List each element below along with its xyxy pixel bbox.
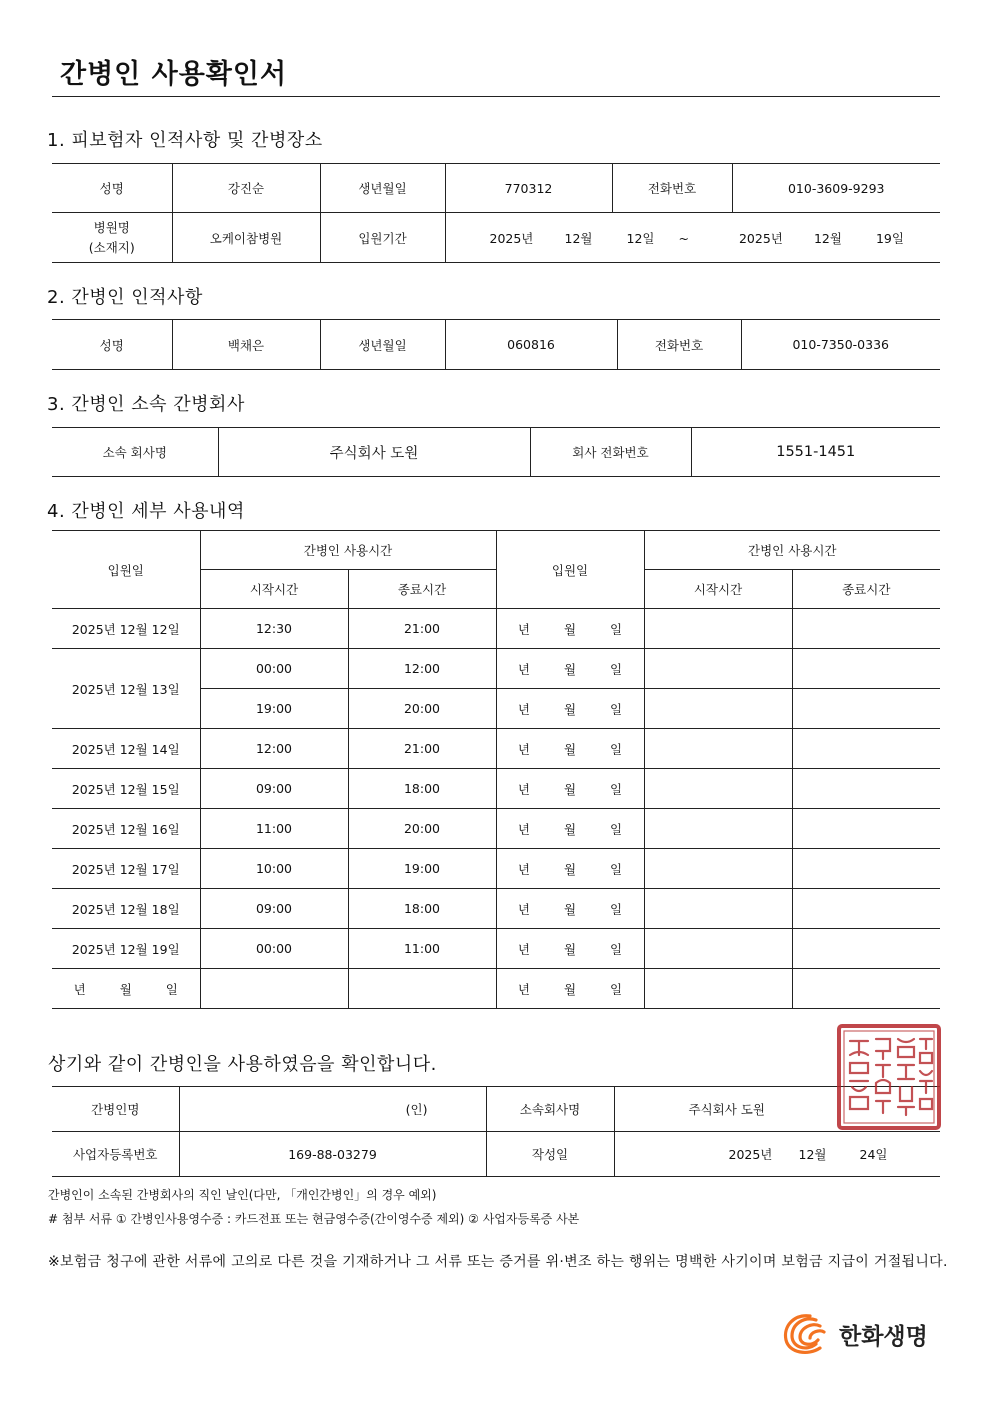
insured-birth-label: 생년월일: [320, 164, 445, 213]
usage-end-time-right-blank: [792, 929, 940, 969]
usage-date-right-blank-m: 월: [563, 941, 577, 957]
confirmation-table: [52, 1086, 940, 1177]
hospital-label-line1: 병원명: [93, 219, 130, 235]
usage-start-time: 12:00: [200, 729, 348, 769]
usage-end-time-blank: [348, 969, 496, 1009]
usage-date-right-blank-m: 월: [563, 861, 577, 877]
usage-end-time: 12:00: [348, 649, 496, 689]
usage-start-time-right-blank: [644, 929, 792, 969]
usage-header-end-left: 종료시간: [348, 570, 496, 609]
usage-date: 2025년 12월 14일: [52, 729, 200, 769]
usage-end-time: 20:00: [348, 689, 496, 729]
admission-period: [445, 213, 940, 263]
written-date: [614, 1132, 940, 1177]
usage-date-right-blank-y: 년: [517, 981, 530, 997]
usage-header-date-left: 입원일: [52, 531, 200, 609]
usage-date-right-blank-y: 년: [517, 821, 530, 837]
usage-start-time: 09:00: [200, 769, 348, 809]
hospital-label: [52, 213, 172, 263]
usage-date: 2025년 12월 18일: [52, 889, 200, 929]
usage-date: 2025년 12월 13일: [52, 649, 200, 729]
insured-name-label: 성명: [52, 164, 172, 213]
usage-date-right-blank-y: 년: [517, 701, 530, 717]
usage-start-time: 09:00: [200, 889, 348, 929]
period-from-day: 12일: [626, 230, 655, 246]
usage-date-right-blank: [496, 649, 644, 689]
usage-header-start-right: 시작시간: [644, 570, 792, 609]
affiliated-company-label: 소속회사명: [486, 1087, 614, 1132]
usage-date: 2025년 12월 15일: [52, 769, 200, 809]
usage-date-right-blank-d: 일: [610, 741, 623, 757]
title-divider: [52, 96, 940, 97]
period-from-month: 12월: [564, 230, 593, 246]
usage-date-right-blank-d: 일: [610, 981, 623, 997]
usage-date-right-blank-d: 일: [610, 861, 623, 877]
usage-date-right-blank-m: 월: [563, 901, 577, 917]
business-reg-label: 사업자등록번호: [52, 1132, 179, 1177]
insured-phone-label: 전화번호: [612, 164, 732, 213]
usage-date: 2025년 12월 16일: [52, 809, 200, 849]
usage-start-time-right-blank: [644, 609, 792, 649]
usage-end-time: 19:00: [348, 849, 496, 889]
usage-row: [52, 609, 940, 649]
usage-end-time-right-blank: [792, 849, 940, 889]
usage-date-right-blank-d: 일: [610, 901, 623, 917]
company-table: [52, 427, 940, 477]
usage-table: [52, 530, 940, 1009]
usage-date-right-blank: [496, 729, 644, 769]
insured-table: [52, 163, 940, 263]
usage-date-right-blank-y: 년: [517, 901, 530, 917]
usage-date-blank: [52, 969, 200, 1009]
usage-end-time-right-blank: [792, 689, 940, 729]
usage-end-time-right-blank: [792, 769, 940, 809]
usage-row: [52, 769, 940, 809]
usage-end-time: 18:00: [348, 889, 496, 929]
usage-end-time: 20:00: [348, 809, 496, 849]
usage-header-time-right: 간병인 사용시간: [644, 531, 940, 570]
usage-row: [52, 849, 940, 889]
period-to-day: 19일: [875, 230, 904, 246]
caregiver-birth-label: 생년월일: [320, 320, 445, 370]
attachment-note: # 첨부 서류 ① 간병인사용영수증 : 카드전표 또는 현금영수증(간이영수증 제외) ② 사업자등록증 사본: [48, 1212, 580, 1226]
period-from-year: 2025년: [489, 230, 534, 246]
usage-start-time-right-blank: [644, 889, 792, 929]
usage-end-time-right-blank: [792, 609, 940, 649]
section-4-heading: 4. 간병인 세부 사용내역: [47, 501, 245, 522]
usage-start-time-right-blank: [644, 689, 792, 729]
usage-end-time: 21:00: [348, 729, 496, 769]
company-phone-label: 회사 전화번호: [530, 428, 691, 477]
usage-date: 2025년 12월 12일: [52, 609, 200, 649]
usage-date-right-blank-m: 월: [563, 741, 577, 757]
usage-row: [52, 929, 940, 969]
hospital-label-line2: (소재지): [88, 239, 135, 255]
usage-date-right-blank-m: 월: [563, 981, 577, 997]
usage-end-time: 18:00: [348, 769, 496, 809]
business-reg-number: 169-88-03279: [179, 1132, 486, 1177]
usage-start-time: 10:00: [200, 849, 348, 889]
usage-start-time-blank: [200, 969, 348, 1009]
usage-date-right-blank-d: 일: [610, 941, 623, 957]
usage-date-blank-y: 년: [73, 981, 86, 997]
usage-end-time-right-blank: [792, 809, 940, 849]
section-1-heading: 1. 피보험자 인적사항 및 간병장소: [47, 130, 323, 151]
usage-end-time: 21:00: [348, 609, 496, 649]
company-name-label: 소속 회사명: [52, 428, 218, 477]
seal-note: 간병인이 소속된 간병회사의 직인 날인(다만, 「개인간병인」의 경우 예외): [48, 1188, 437, 1202]
usage-date-right-blank-d: 일: [610, 781, 623, 797]
usage-date-blank-m: 월: [119, 981, 132, 997]
usage-date-right-blank: [496, 849, 644, 889]
period-to-month: 12월: [813, 230, 842, 246]
usage-start-time-right-blank: [644, 649, 792, 689]
usage-row: [52, 969, 940, 1009]
hospital-name: 오케이참병원: [172, 213, 320, 263]
usage-start-time: 12:30: [200, 609, 348, 649]
affiliated-company-name: 주식회사 도원: [614, 1087, 940, 1132]
document-title: 간병인 사용확인서: [60, 59, 288, 90]
usage-date-right-blank-y: 년: [517, 941, 530, 957]
caregiver-phone: 010-7350-0336: [741, 320, 940, 370]
caregiver-name-label: 성명: [52, 320, 172, 370]
usage-date-right-blank-d: 일: [610, 661, 623, 677]
usage-date-right-blank: [496, 689, 644, 729]
usage-date-right-blank: [496, 969, 644, 1009]
usage-start-time-right-blank: [644, 969, 792, 1009]
usage-header-end-right: 종료시간: [792, 570, 940, 609]
usage-date-right-blank-d: 일: [610, 701, 623, 717]
usage-header-date-right: 입원일: [496, 531, 644, 609]
period-to-year: 2025년: [738, 230, 783, 246]
usage-date-right-blank-d: 일: [610, 821, 623, 837]
usage-start-time-right-blank: [644, 729, 792, 769]
confirmation-statement: 상기와 같이 간병인을 사용하였음을 확인합니다.: [48, 1054, 437, 1075]
usage-end-time: 11:00: [348, 929, 496, 969]
insured-name: 강진순: [172, 164, 320, 213]
usage-end-time-right-blank: [792, 969, 940, 1009]
usage-date-right-blank-y: 년: [517, 741, 530, 757]
usage-end-time-right-blank: [792, 729, 940, 769]
usage-date-right-blank-y: 년: [517, 861, 530, 877]
usage-date-right-blank-m: 월: [563, 661, 577, 677]
written-date-year: 2025년: [728, 1147, 773, 1162]
caregiver-phone-label: 전화번호: [617, 320, 741, 370]
usage-start-time: 00:00: [200, 929, 348, 969]
insured-birth: 770312: [445, 164, 612, 213]
caregiver-signature-label: 간병인명: [52, 1087, 179, 1132]
caregiver-seal-mark: (인): [179, 1087, 486, 1132]
usage-header-time-left: 간병인 사용시간: [200, 531, 496, 570]
usage-row: [52, 649, 940, 689]
usage-header-start-left: 시작시간: [200, 570, 348, 609]
caregiver-table: [52, 319, 940, 370]
company-phone: 1551-1451: [691, 428, 940, 477]
period-separator: ~: [678, 230, 689, 246]
company-name: 주식회사 도원: [218, 428, 530, 477]
usage-row: [52, 889, 940, 929]
usage-date-right-blank-m: 월: [563, 701, 577, 717]
usage-date: 2025년 12월 19일: [52, 929, 200, 969]
usage-start-time-right-blank: [644, 769, 792, 809]
usage-date-right-blank: [496, 889, 644, 929]
written-date-day: 24일: [859, 1147, 888, 1162]
usage-date-right-blank-y: 년: [517, 661, 530, 677]
usage-date-right-blank: [496, 809, 644, 849]
usage-start-time: 00:00: [200, 649, 348, 689]
usage-start-time-right-blank: [644, 809, 792, 849]
fraud-warning: ※보험금 청구에 관한 서류에 고의로 다른 것을 기재하거나 그 서류 또는 증거를 위·변조 하는 행위는 명백한 사기이며 보험금 지급이 거절됩니다.: [48, 1254, 948, 1270]
period-label: 입원기간: [320, 213, 445, 263]
usage-date-right-blank: [496, 609, 644, 649]
usage-date-right-blank-m: 월: [563, 781, 577, 797]
usage-row: [52, 729, 940, 769]
caregiver-name: 백채은: [172, 320, 320, 370]
usage-date-right-blank-y: 년: [517, 621, 530, 637]
caregiver-birth: 060816: [445, 320, 617, 370]
section-2-heading: 2. 간병인 인적사항: [47, 287, 203, 308]
usage-date-right-blank: [496, 769, 644, 809]
usage-row: [52, 809, 940, 849]
insured-phone: 010-3609-9293: [732, 164, 940, 213]
usage-end-time-right-blank: [792, 649, 940, 689]
usage-date: 2025년 12월 17일: [52, 849, 200, 889]
usage-date-right-blank-m: 월: [563, 821, 577, 837]
company-seal-stamp: [836, 1023, 942, 1131]
section-3-heading: 3. 간병인 소속 간병회사: [47, 394, 245, 415]
usage-date-right-blank: [496, 929, 644, 969]
brand-name: 한화생명: [839, 1324, 928, 1350]
written-date-month: 12월: [798, 1147, 827, 1162]
usage-date-right-blank-y: 년: [517, 781, 530, 797]
written-date-label: 작성일: [486, 1132, 614, 1177]
hanwha-logo-icon: [780, 1310, 834, 1358]
usage-start-time-right-blank: [644, 849, 792, 889]
usage-date-blank-d: 일: [165, 981, 178, 997]
usage-start-time: 11:00: [200, 809, 348, 849]
usage-start-time: 19:00: [200, 689, 348, 729]
usage-end-time-right-blank: [792, 889, 940, 929]
usage-date-right-blank-d: 일: [610, 621, 623, 637]
usage-date-right-blank-m: 월: [563, 621, 577, 637]
